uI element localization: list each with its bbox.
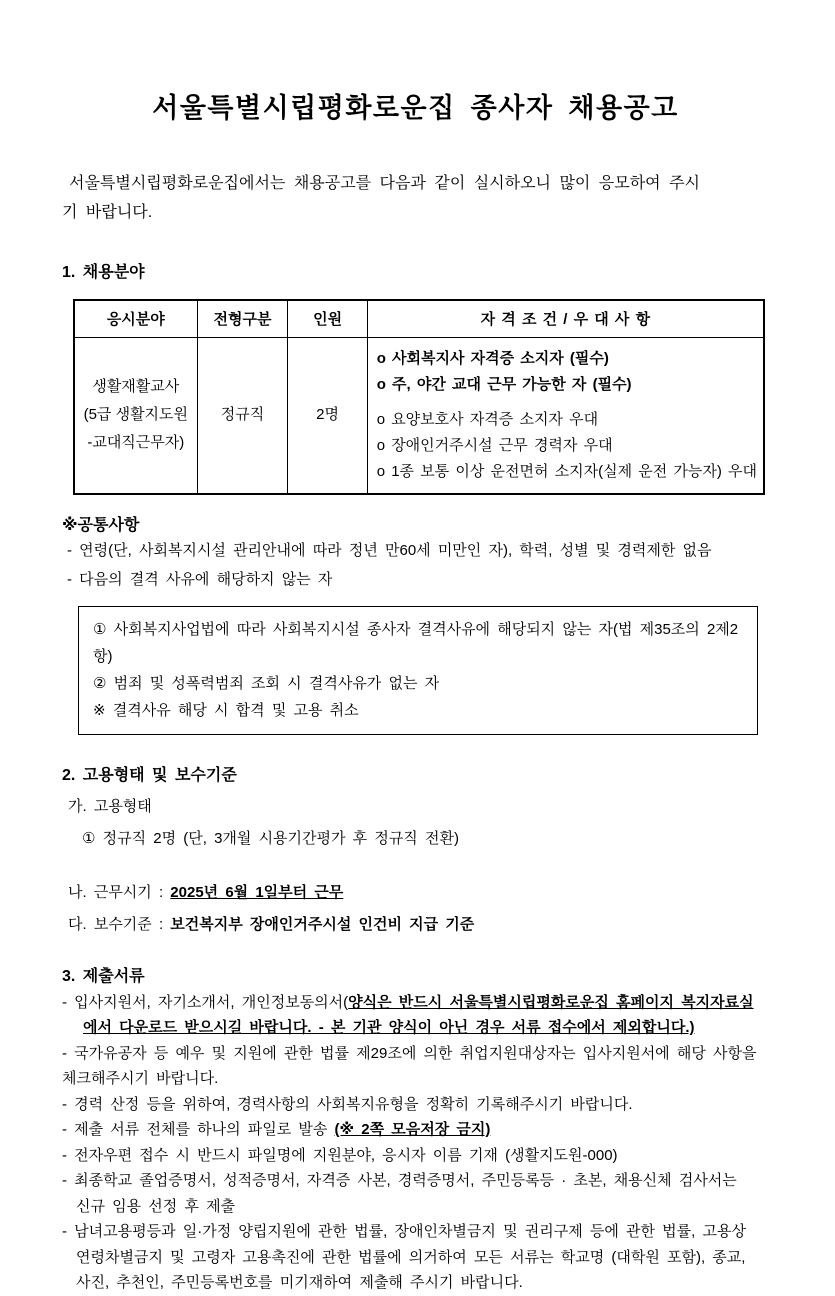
bullet-text-emphasis: (※ 2쪽 모음저장 금지)	[334, 1121, 491, 1138]
qual-preferred-line: o 장애인거주시설 근무 경력자 우대	[376, 436, 613, 454]
table-header-row	[74, 300, 764, 337]
cell-field	[74, 337, 197, 494]
section-documents	[62, 963, 769, 1296]
recruit-table	[73, 299, 765, 495]
bullet-career: - 경력 산정 등을 위하여, 경력사항의 사회복지유형을 정확히 기록해주시기 바랍니다.	[62, 1095, 633, 1113]
page-title: 서울특별시립평화로운집 종사자 채용공고	[152, 93, 679, 123]
field-line: 생활재활교사	[92, 378, 180, 395]
work-start-value: 2025년 6월 1일부터 근무	[170, 883, 344, 901]
common-requirements	[62, 512, 769, 735]
section1-heading: 1. 채용분야	[62, 264, 145, 281]
bullet-text: - 입사지원서, 자기소개서, 개인정보동의서(	[62, 993, 349, 1011]
disqualification-box	[78, 606, 758, 735]
intro-line: 서울특별시립평화로운집에서는 채용공고를 다음과 같이 실시하오니 많이 응모하여 주시	[69, 175, 700, 192]
pay-standard-value: 보건복지부 장애인거주시설 인건비 지급 기준	[170, 915, 475, 933]
cell-count: 2명	[288, 337, 367, 494]
box-line: ※ 결격사유 해당 시 합격 및 고용 취소	[93, 701, 359, 719]
intro-paragraph	[62, 169, 769, 227]
section-recruit-field	[62, 259, 769, 495]
section2-heading: 2. 고용형태 및 보수기준	[62, 766, 237, 784]
cell-qualifications	[367, 337, 764, 494]
bullet-laws-cont: 사진, 추천인, 주민등록번호를 미기재하여 제출해 주시기 바랍니다.	[76, 1274, 523, 1291]
cell-type: 정규직	[197, 337, 288, 494]
work-start-label: 나. 근무시기 :	[68, 883, 171, 901]
bullet-laws: - 남녀고용평등과 일·가정 양립지원에 관한 법률, 장애인차별금지 및 권리구제 등에 관한 법률, 고용상	[62, 1223, 746, 1240]
employment-type-detail: ① 정규직 2명 (단, 3개월 시용기간평가 후 정규직 전환)	[82, 829, 459, 847]
common-item: - 연령(단, 사회복지시설 관리안내에 따라 정년 만60세 미만인 자), 학력, 성별 및 경력제한 없음	[67, 541, 712, 559]
table-row	[74, 337, 764, 494]
header-qualifications: 자 격 조 건 / 우 대 사 항	[367, 300, 764, 337]
pay-standard-line	[68, 912, 769, 937]
intro-line: 기 바랍니다.	[62, 204, 153, 221]
section-employment	[62, 762, 769, 937]
document-bullets	[62, 990, 769, 1296]
employment-type-label: 가. 고용형태	[68, 797, 152, 815]
bullet-single-file	[62, 1117, 769, 1143]
qual-preferred-line: o 요양보호사 자격증 소지자 우대	[376, 410, 599, 428]
header-field: 응시분야	[74, 300, 197, 337]
bullet-text-emphasis: 양식은 반드시 서울특별시립평화로운집 홈페이지 복지자료실	[348, 993, 754, 1011]
bullet-application-form	[62, 990, 769, 1016]
box-line: ② 범죄 및 성폭력범죄 조회 시 결격사유가 없는 자	[93, 674, 440, 692]
box-line: ① 사회복지사업법에 따라 사회복지시설 종사자 결격사유에 해당되지 않는 자(법 제35조의 2제2항)	[93, 620, 739, 665]
common-heading: ※공통사항	[62, 516, 140, 534]
header-type: 전형구분	[197, 300, 288, 337]
work-start-line	[68, 880, 769, 905]
bullet-email: - 전자우편 접수 시 반드시 파일명에 지원분야, 응시자 이름 기재 (생활지도원-000)	[62, 1146, 618, 1164]
bullet-veterans-cont: 체크해주시기 바랍니다.	[62, 1070, 219, 1087]
bullet-text: - 제출 서류 전체를 하나의 파일로 발송	[62, 1121, 335, 1138]
qual-preferred-line: o 1종 보통 이상 운전면허 소지자(실제 운전 가능자) 우대	[376, 462, 757, 480]
bullet-application-form-cont	[62, 1015, 769, 1041]
pay-standard-label: 다. 보수기준 :	[68, 915, 171, 933]
spacer	[377, 398, 757, 407]
bullet-text-emphasis: 에서 다운로드 받으시길 바랍니다. - 본 기관 양식이 아닌 경우 서류 접수에서 제외합니다.)	[83, 1019, 695, 1036]
bullet-veterans: - 국가유공자 등 예우 및 지원에 관한 법률 제29조에 의한 취업지원대상자는 입사지원서에 해당 사항을	[62, 1044, 757, 1062]
qual-required-line: o 사회복지사 자격증 소지자 (필수)	[376, 349, 609, 367]
section3-heading: 3. 제출서류	[62, 967, 145, 985]
bullet-laws-cont: 연령차별금지 및 고령자 고용촉진에 관한 법률에 의거하여 모든 서류는 학교명 (대학원 포함), 종교,	[76, 1248, 746, 1266]
bullet-certificates: - 최종학교 졸업증명서, 성적증명서, 자격증 사본, 경력증명서, 주민등록등 · 초본, 채용신체 검사서는	[62, 1172, 737, 1189]
field-line: (5급 생활지도원	[83, 406, 189, 423]
field-line: -교대직근무자)	[87, 434, 185, 451]
header-count: 인원	[288, 300, 367, 337]
bullet-certificates-cont: 신규 임용 선정 후 제출	[76, 1197, 236, 1215]
qual-required-line: o 주, 야간 교대 근무 가능한 자 (필수)	[376, 375, 632, 393]
common-item: - 다음의 결격 사유에 해당하지 않는 자	[67, 570, 333, 588]
